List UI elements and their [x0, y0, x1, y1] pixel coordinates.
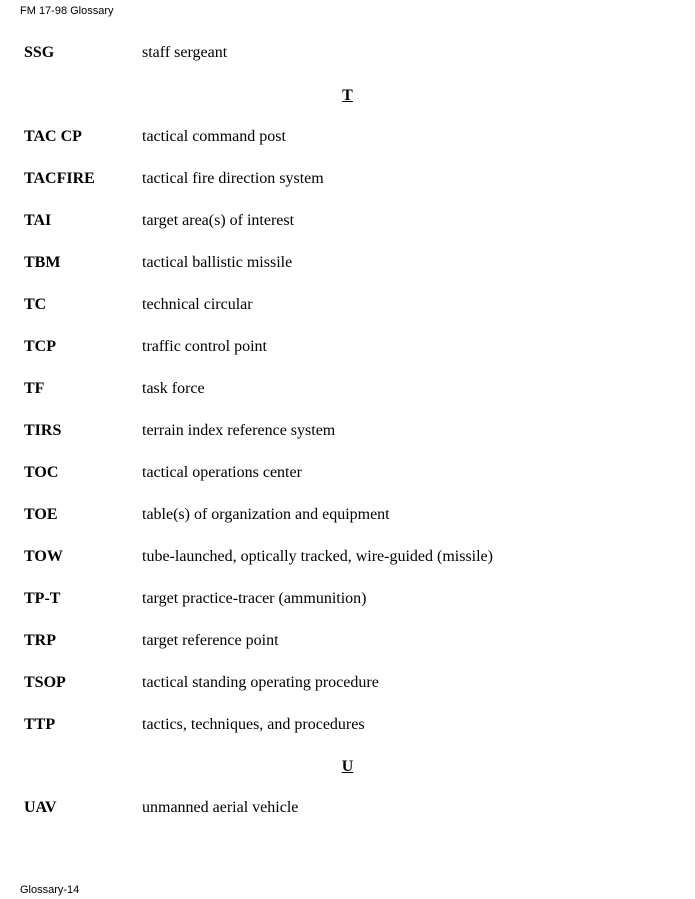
- entry-definition: technical circular: [142, 296, 253, 313]
- glossary-entry: [24, 714, 684, 736]
- entry-abbreviation: TOW: [24, 548, 63, 565]
- entry-abbreviation: TOE: [24, 506, 58, 523]
- entry-definition: unmanned aerial vehicle: [142, 799, 299, 816]
- entry-definition: tactical operations center: [142, 464, 302, 481]
- entry-abbreviation: UAV: [24, 799, 57, 816]
- page-number-footer: Glossary-14: [20, 884, 80, 896]
- glossary-entry: [24, 420, 684, 442]
- entry-definition: tactical command post: [142, 128, 286, 145]
- glossary-entry: [24, 168, 684, 190]
- entry-definition: traffic control point: [142, 338, 267, 355]
- glossary-entry: [24, 126, 684, 148]
- entry-abbreviation: TF: [24, 380, 45, 397]
- section-heading-t: T: [342, 87, 353, 104]
- glossary-entry: [24, 797, 684, 819]
- entry-definition: tactics, techniques, and procedures: [142, 716, 365, 733]
- glossary-entry: [24, 588, 684, 610]
- entry-definition: target practice-tracer (ammunition): [142, 590, 367, 607]
- entry-definition: target area(s) of interest: [142, 212, 295, 229]
- entry-definition: tactical fire direction system: [142, 170, 324, 187]
- glossary-entry: [24, 630, 684, 652]
- entry-abbreviation: TBM: [24, 254, 61, 271]
- entry-abbreviation: SSG: [24, 44, 55, 61]
- entry-abbreviation: TACFIRE: [24, 170, 95, 187]
- entry-abbreviation: TSOP: [24, 674, 66, 691]
- glossary-entry: [24, 42, 684, 64]
- entry-abbreviation: TCP: [24, 338, 56, 355]
- entry-definition: task force: [142, 380, 205, 397]
- entry-definition: tactical standing operating procedure: [142, 674, 379, 691]
- entry-definition: tactical ballistic missile: [142, 254, 293, 271]
- running-header: FM 17-98 Glossary: [20, 5, 114, 17]
- glossary-entry: [24, 336, 684, 358]
- glossary-entry: [24, 546, 684, 568]
- entry-definition: target reference point: [142, 632, 279, 649]
- entry-abbreviation: TTP: [24, 716, 56, 733]
- entry-abbreviation: TAC CP: [24, 128, 82, 145]
- glossary-entry: [24, 252, 684, 274]
- entry-abbreviation: TAI: [24, 212, 52, 229]
- entry-abbreviation: TC: [24, 296, 47, 313]
- glossary-entry: [24, 504, 684, 526]
- glossary-entry: [24, 672, 684, 694]
- entry-abbreviation: TOC: [24, 464, 59, 481]
- entry-definition: staff sergeant: [142, 44, 228, 61]
- entry-definition: terrain index reference system: [142, 422, 336, 439]
- entry-definition: tube-launched, optically tracked, wire-guided (missile): [142, 548, 493, 565]
- section-heading-u: U: [341, 758, 354, 775]
- glossary-entry: [24, 378, 684, 400]
- entry-definition: table(s) of organization and equipment: [142, 506, 390, 523]
- glossary-entry: [24, 462, 684, 484]
- glossary-entry: [24, 210, 684, 232]
- entry-abbreviation: TIRS: [24, 422, 62, 439]
- entry-abbreviation: TRP: [24, 632, 56, 649]
- entry-abbreviation: TP-T: [24, 590, 61, 607]
- glossary-entry: [24, 294, 684, 316]
